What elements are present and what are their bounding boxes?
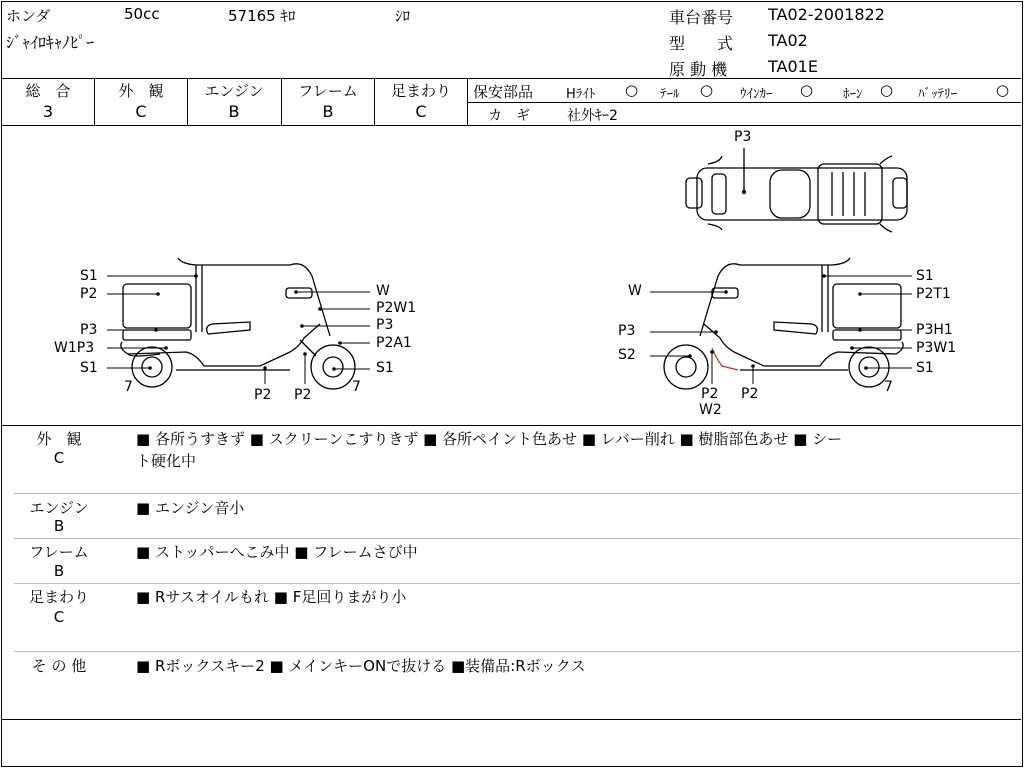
color: ｼﾛ [395,7,411,25]
label-s1: S1 [916,268,934,284]
ok-mark: ○ [800,81,814,99]
label-p3: P3 [80,322,98,338]
note-label-engine: エンジン [29,499,89,517]
divider [467,78,468,125]
label-s1: S1 [80,360,98,376]
mileage: 57165 ｷﾛ [228,7,296,25]
note-grade-suspension: C [53,608,65,626]
label-w2: W2 [699,402,722,418]
label-p3w1: P3W1 [916,340,957,356]
engine-grade-label: エンジン [204,82,264,100]
scooter-diagram [0,126,1024,424]
safety-item-headlight: Hﾗｲﾄ [566,87,596,102]
note-grade-exterior: C [53,449,65,467]
divider [14,583,1020,584]
note-grade-engine: B [53,517,65,535]
note-label-exterior: 外 観 [36,430,82,448]
divider [14,493,1020,494]
divider [1,719,1021,720]
label-s1: S1 [80,268,98,284]
exterior-label: 外 観 [118,82,164,100]
right-leaders [650,276,912,384]
suspension-grade-label: 足まわり [390,82,451,100]
label-p2t1: P2T1 [916,286,951,302]
ok-mark: ○ [996,81,1010,99]
safety-item-tail: ﾃｰﾙ [660,87,680,102]
model-name: ｼﾞｬｲﾛｷｬﾉﾋﾟｰ [6,33,95,52]
note-text-engine: ■ エンジン音小 [136,499,245,517]
label-p2: P2 [701,386,719,402]
label-p2: P2 [80,286,98,302]
type-value: TA02 [768,31,808,50]
safety-item-horn: ﾎｰﾝ [843,87,863,102]
chassis-label: 車台番号 [669,8,734,27]
label-p2w1: P2W1 [376,300,417,316]
divider [468,102,1021,103]
label-7: 7 [884,379,893,395]
note-label-other: そ の 他 [31,657,87,675]
safety-item-winker: ｳｲﾝｶｰ [740,87,773,102]
key-value: 社外ｷｰ2 [567,108,618,124]
ok-mark: ○ [625,81,639,99]
safety-label: 保安部品 [473,83,534,101]
label-p3: P3 [376,317,394,333]
label-7: 7 [352,379,361,395]
label-p2a1: P2A1 [376,335,412,351]
displacement: 50cc [124,5,160,23]
safety-item-battery: ﾊﾞｯﾃﾘｰ [918,87,957,102]
ok-mark: ○ [880,81,894,99]
note-text-suspension: ■ Rサスオイルもれ ■ F足回りまがり小 [136,588,407,606]
label-p2: P2 [254,387,272,403]
note-text-exterior-cont: ト硬化中 [136,452,197,470]
label-p2: P2 [741,386,759,402]
top-view-label-p3: P3 [734,129,752,145]
label-p2: P2 [294,387,312,403]
scooter-right-side-view [664,258,903,389]
note-text-frame: ■ ストッパーへこみ中 ■ フレームさび中 [136,543,418,561]
divider [14,538,1020,539]
overall-value: 3 [42,102,54,121]
frame-grade-value: B [322,102,334,121]
divider [1,78,1021,79]
engine-model-label: 原 動 機 [669,60,728,79]
overall-label: 総 合 [25,82,71,100]
engine-model-value: TA01E [768,57,818,76]
frame-grade-label: フレーム [298,82,358,100]
divider [1,425,1021,426]
label-s1: S1 [376,360,394,376]
label-w1p3: W1P3 [54,340,95,356]
label-p3: P3 [618,323,636,339]
suspension-grade-value: C [415,102,427,121]
label-w: W [376,283,390,299]
note-text-exterior: ■ 各所うすきず ■ スクリーンこすりきず ■ 各所ペイント色あせ ■ レバー削れ ■ 樹脂部色あせ ■ シー [136,430,843,448]
note-grade-frame: B [53,562,65,580]
engine-grade-value: B [228,102,240,121]
maker: ホンダ [6,7,51,25]
note-label-frame: フレーム [29,543,89,561]
ok-mark: ○ [700,81,714,99]
scooter-left-side-view [121,258,355,389]
type-label: 型 式 [669,34,734,53]
label-s2: S2 [618,347,636,363]
scooter-top-view [686,148,907,232]
chassis-value: TA02-2001822 [768,5,885,24]
exterior-value: C [135,102,147,121]
divider [14,651,1020,652]
key-label: カ ギ [488,108,530,124]
note-text-other: ■ Rボックスキー2 ■ メインキーONで抜ける ■装備品:Rボックス [136,657,586,675]
label-w: W [628,283,642,299]
note-label-suspension: 足まわり [28,588,89,606]
label-p3h1: P3H1 [916,322,953,338]
label-7: 7 [124,379,133,395]
label-s1: S1 [916,360,934,376]
left-leaders [107,276,370,384]
